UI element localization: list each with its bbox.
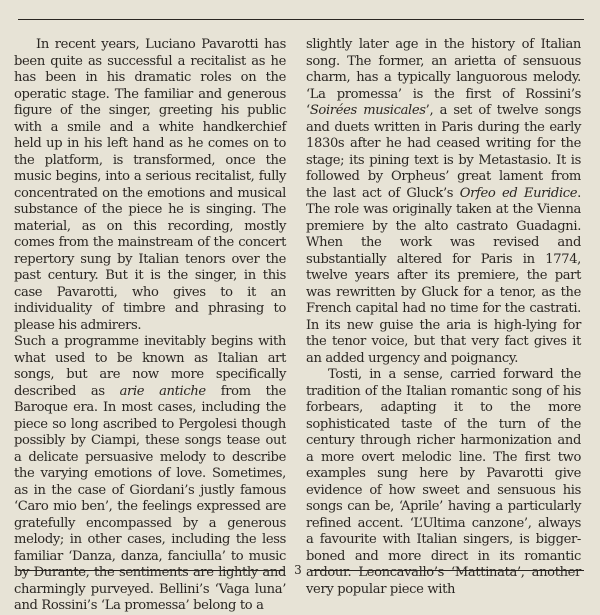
text-run: Such a programme inevitably begins with what used to be known as Italian art songs, but are now more specifically described as <box>14 334 286 399</box>
italic-title: arie antiche <box>119 383 206 399</box>
italic-title: Soirées musicales <box>309 103 426 118</box>
footer-rule-right <box>310 570 584 571</box>
page-footer <box>18 563 584 577</box>
text-run: . The role was originally taken at the Vienna premiere by the alto castrato Guadagni. When the work was revised and substantially altered for Paris in 1774, twelve years after its premiere, the part was rewritten by Gluck for a tenor, as the French capital had no time for the castrati. In its new guise the aria is high-lying for the tenor voice, but that very fact gives it an added urgency and poignancy. <box>306 185 581 366</box>
text-run: from the Baroque era. In most cases, including the piece so long ascribed to Pergolesi though possibly by Ciampi, these songs tease out a delicate persuasive melody to describe the varying emotions of love. Sometimes, as in the case of Giordani’s justly famous ‘Caro mio ben’, the feelings expressed are gratefully encompassed by a generous melody; in other cases, including the less familiar ‘Danza, danza, fanciulla’ to music by Durante, the sentiments are lightly and charmingly purveyed. Bellini’s ‘Vaga luna’ and Rossini’s ‘La promessa’ belong to a <box>14 383 287 613</box>
right-column <box>306 37 581 597</box>
left-column <box>14 37 287 613</box>
text-run: In recent years, Luciano Pavarotti has been quite as successful a recitalist as he has been in his dramatic roles on the operatic stage. The familiar and generous figure of the singer, greeting his public with a smile and a white handkerchief held up in his left hand as he comes on to the platform, is transformed, once the music begins, into a serious recitalist, fully concentrated on the emotions and musical substance of the piece he is singing. The material, as on this recording, mostly comes from the mainstream of the concert repertory sung by Italian tenors over the past century. But it is the singer, in this case Pavarotti, who gives to it an individuality of timbre and phrasing to please his admirers. <box>14 37 286 333</box>
right-paragraph-1 <box>306 37 581 367</box>
page-number: 3 <box>294 563 302 577</box>
text-run: ’, a set of twelve songs and duets written in Paris during the early 1830s after he had ceased writing for the stage; its pining text is by Metastasio. It is followed by Orpheus’ great lament from the last act of Gluck’s <box>306 103 581 201</box>
italic-title: Orfeo ed Euridice <box>459 185 578 201</box>
text-run: Tosti, in a sense, carried forward the tradition of the Italian romantic song of his forbears, adapting it to the more sophisticated taste of the turn of the century through richer harmonization and a more overt melodic line. The first two examples sung here by Pavarotti give evidence of how sweet and sensuous his songs can be, ‘Aprile’ having a particularly refined accent. ‘L’Ultima canzone’, always a favourite with Italian singers, is bigger-boned and more direct in its romantic ardour. Leoncavallo’s ‘Mattinata’, another very popular piece with <box>306 367 581 597</box>
top-rule <box>18 19 584 20</box>
text-run: slightly later age in the history of Italian song. The former, an arietta of sensuous charm, has a typically languorous melody. ‘La promessa’ is the first of Rossini’s ‘ <box>306 37 581 118</box>
left-paragraph-1 <box>14 37 286 334</box>
footer-rule-left <box>18 570 285 571</box>
